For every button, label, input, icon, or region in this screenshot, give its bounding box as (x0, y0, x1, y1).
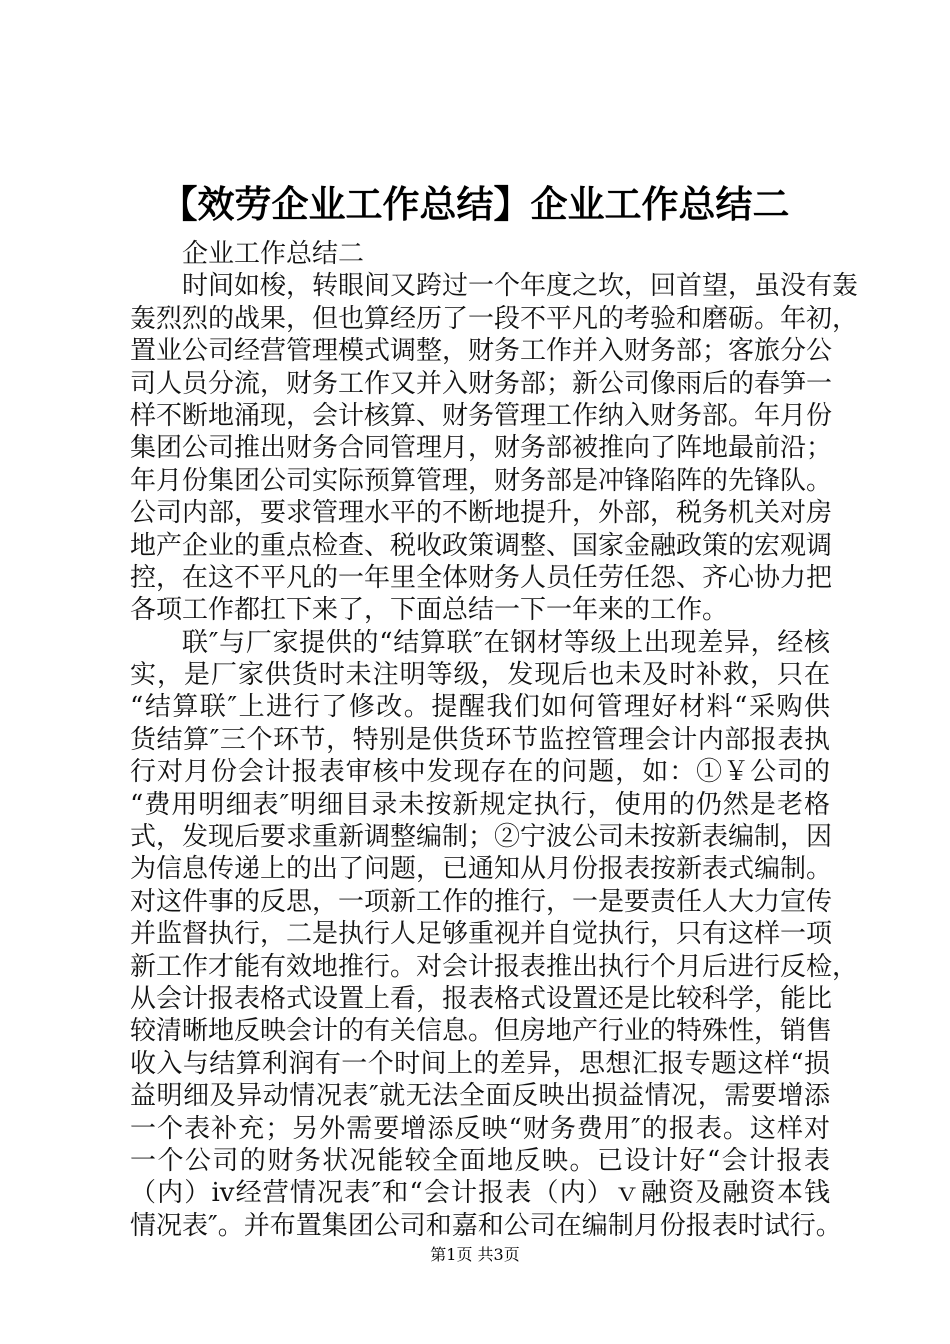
paragraph-2-line: （内）iv经营情况表″和“会计报表（内）ｖ融资及融资本钱 (130, 1178, 830, 1209)
paragraph-2-line: 货结算″三个环节，特别是供货环节监控管理会计内部报表执 (130, 724, 830, 755)
paragraph-1-line: 地产企业的重点检查、税收政策调整、国家金融政策的宏观调 (130, 530, 833, 561)
paragraph-2-line: 较清晰地反映会计的有关信息。但房地产行业的特殊性，销售 (130, 1016, 833, 1047)
page-number-footer: 第1页 共3页 (430, 1245, 520, 1264)
paragraph-2-line: 并监督执行，二是执行人足够重视并自觉执行，只有这样一项 (130, 919, 833, 950)
paragraph-2-line: 从会计报表格式设置上看，报表格式设置还是比较科学，能比 (130, 983, 833, 1014)
paragraph-2-line: 益明细及异动情况表″就无法全面反映出损益情况，需要增添 (130, 1081, 830, 1112)
section-heading: 企业工作总结二 (182, 239, 365, 269)
paragraph-1-line: 控，在这不平凡的一年里全体财务人员任劳任怨、齐心协力把 (130, 562, 833, 593)
paragraph-2-line: 联″与厂家提供的“结算联″在钢材等级上出现差异，经核 (182, 627, 830, 658)
document-body (130, 238, 859, 1242)
paragraph-2-line: 情况表″。并布置集团公司和嘉和公司在编制月份报表时试行。 (130, 1210, 842, 1241)
paragraph-1-line: 年月份集团公司实际预算管理，财务部是冲锋陷阵的先锋队。 (130, 465, 833, 496)
paragraph-1-line: 置业公司经营管理模式调整，财务工作并入财务部；客旅分公 (130, 336, 833, 367)
paragraph-2-line: “结算联″上进行了修改。提醒我们如何管理好材料“采购供 (130, 692, 830, 723)
paragraph-2-line: 一个公司的财务状况能较全面地反映。已设计好“会计报表 (130, 1145, 830, 1176)
paragraph-2-line: 行对月份会计报表审核中发现存在的问题，如：①￥公司的 (130, 757, 830, 788)
paragraph-1-line: 各项工作都扛下来了，下面总结一下一年来的工作。 (130, 595, 729, 626)
paragraph-1-line: 集团公司推出财务合同管理月，财务部被推向了阵地最前沿； (130, 433, 833, 464)
paragraph-1-line: 样不断地涌现，会计核算、财务管理工作纳入财务部。年月份 (130, 400, 833, 431)
paragraph-1-line: 公司内部，要求管理水平的不断地提升，外部，税务机关对房 (130, 498, 833, 529)
paragraph-1-line: 司人员分流，财务工作又并入财务部；新公司像雨后的春笋一 (130, 368, 833, 399)
paragraph-2-line: 实，是厂家供货时未注明等级，发现后也未及时补救，只在 (130, 660, 830, 691)
paragraph-2-line: 对这件事的反思，一项新工作的推行，一是要责任人大力宣传 (130, 886, 833, 917)
document-title: 【效劳企业工作总结】企业工作总结二 (160, 183, 790, 226)
paragraph-2-line: 一个表补充；另外需要增添反映“财务费用″的报表。这样对 (130, 1113, 830, 1144)
paragraph-2-line: 为信息传递上的出了问题，已通知从月份报表按新表式编制。 (130, 854, 833, 885)
paragraph-2-line: 新工作才能有效地推行。对会计报表推出执行个月后进行反检， (130, 951, 859, 982)
paragraph-2-line: 式，发现后要求重新调整编制；②宁波公司未按新表编制，因 (130, 822, 833, 853)
paragraph-1-line: 轰烈烈的战果，但也算经历了一段不平凡的考验和磨砺。年初， (130, 303, 859, 334)
paragraph-2-line: 收入与结算利润有一个时间上的差异，思想汇报专题这样“损 (130, 1048, 830, 1079)
paragraph-2-line: “费用明细表″明细目录未按新规定执行，使用的仍然是老格 (130, 789, 830, 820)
paragraph-1-line: 时间如梭，转眼间又跨过一个年度之坎，回首望，虽没有轰 (182, 271, 859, 302)
